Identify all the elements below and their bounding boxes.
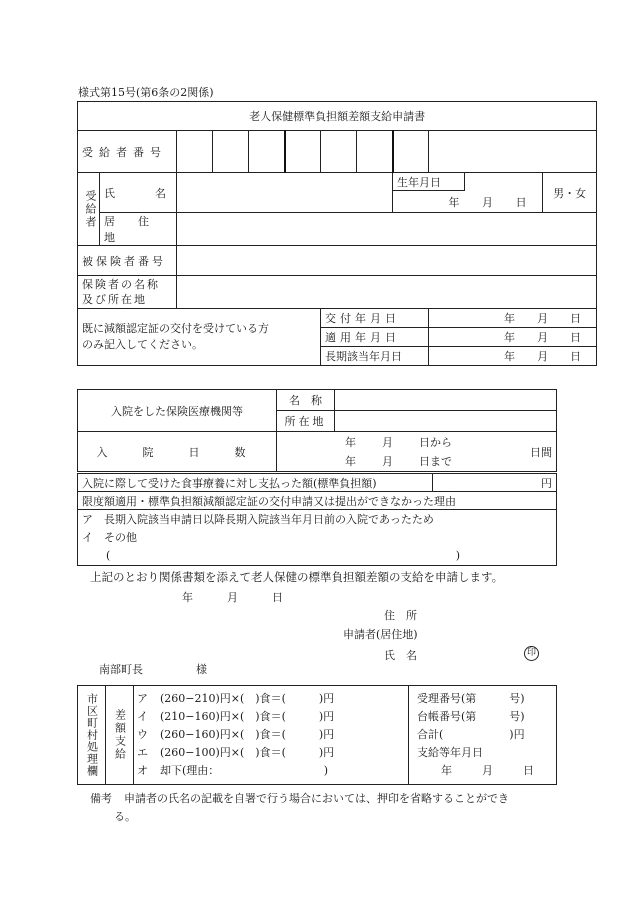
name-label: 氏 名 [100, 173, 177, 213]
insured-number-input[interactable] [177, 246, 597, 276]
sex-select[interactable]: 男・女 [543, 173, 597, 213]
birthdate-input[interactable]: 年 月 日 [393, 191, 543, 213]
hospital-days-input[interactable]: 年 月 日から 年 月 日まで 日間 [277, 432, 557, 472]
issue-date-label: 交付年月日 [321, 309, 429, 328]
footnote-text: 申請者の氏名の記載を自署で行う場合においては、押印を省略することができ [124, 792, 509, 805]
application-date[interactable]: 年 月 日 [182, 591, 283, 604]
applicant-name-label: 氏 名 [384, 649, 417, 662]
recipient-number-box[interactable] [213, 131, 249, 173]
institution-name-label: 名 称 [277, 390, 335, 411]
form-number: 様式第15号(第6条の2関係) [78, 86, 214, 99]
recipient-number-box[interactable] [321, 131, 357, 173]
recipient-number-box[interactable] [177, 131, 213, 173]
seal-mark: 印 [524, 646, 539, 661]
recipient-number-box[interactable] [249, 131, 285, 173]
birthdate-label: 生年月日 [393, 173, 465, 191]
payment-rows [134, 686, 409, 785]
payment-date-label: 支給等年月日 [417, 746, 483, 759]
hospital-table [77, 389, 557, 472]
declaration-text: 上記のとおり関係書類を添えて老人保健の標準負担額差額の支給を申請します。 [90, 570, 504, 584]
office-right-panel [409, 686, 557, 785]
payment-label: 差額支給 [106, 686, 134, 785]
recipient-side-label: 受給者 [78, 173, 100, 246]
address-label: 居 住 地 [100, 213, 177, 246]
reason-heading: 限度額適用・標準負担額減額認定証の交付申請又は提出ができなかった理由 [78, 492, 557, 510]
footnote [90, 790, 509, 806]
apply-date-input[interactable]: 年 月 日 [429, 328, 597, 347]
applicant-address-label: 住 所 [384, 609, 417, 622]
institution-address-input[interactable] [335, 411, 557, 432]
payment-row-e[interactable]: エ (260−100)円×( )食＝( )円 [137, 746, 335, 759]
institution-name-input[interactable] [335, 390, 557, 411]
meal-table [77, 473, 557, 566]
issue-date-input[interactable]: 年 月 日 [429, 309, 597, 328]
applicant-label: 申請者(居住地) [343, 628, 418, 641]
footnote-label: 備考 [90, 792, 112, 805]
recipient-number-box[interactable] [285, 131, 321, 173]
office-use-table [77, 685, 557, 785]
office-use-label: 市区町村処理欄 [78, 686, 106, 785]
institution-label: 入院をした保険医療機関等 [78, 390, 277, 432]
birthdate-spacer [465, 173, 543, 191]
recipient-number-label: 受給者番号 [78, 131, 177, 173]
meal-paid-input[interactable]: 円 [433, 474, 557, 492]
payment-row-i[interactable]: イ (210−160)円×( )食＝( )円 [137, 710, 335, 723]
institution-address-label: 所在地 [277, 411, 335, 432]
longterm-date-label: 長期該当年月日 [321, 347, 429, 366]
ledger-number[interactable]: 台帳番号(第 号) [417, 710, 525, 723]
insurer-label: 保険者の名称 及び所在地 [78, 276, 177, 309]
hospital-days-label: 入 院 日 数 [78, 432, 277, 472]
reason-options[interactable]: ア 長期入院該当申請日以降長期入院該当年月日前の入院であったため イ その他 ( ) [78, 510, 557, 566]
addressee-honorific: 様 [196, 663, 207, 676]
reason-option-i[interactable]: イ その他 [82, 530, 137, 544]
apply-date-label: 適用年月日 [321, 328, 429, 347]
insured-number-label: 被保険者番号 [78, 246, 177, 276]
recipient-number-blank [429, 131, 597, 173]
reduction-note: 既に減額認定証の交付を受けている方 のみ記入してください。 [78, 309, 321, 366]
payment-row-u[interactable]: ウ (260−160)円×( )食＝( )円 [137, 728, 335, 741]
meal-paid-label: 入院に際して受けた食事療養に対し支払った額(標準負担額) [78, 474, 433, 492]
footnote-continued: る。 [114, 810, 136, 823]
payment-row-a[interactable]: ア (260−210)円×( )食＝( )円 [137, 692, 335, 705]
form-title: 老人保健標準負担額差額支給申請書 [78, 102, 597, 131]
receipt-number[interactable]: 受理番号(第 号) [417, 692, 525, 705]
days-unit: 日間 [530, 445, 552, 459]
recipient-number-box[interactable] [393, 131, 429, 173]
insurer-input[interactable] [177, 276, 597, 309]
name-input[interactable] [177, 173, 393, 213]
payment-row-o[interactable]: オ 却下(理由： ) [137, 764, 329, 777]
application-table-main [77, 101, 597, 366]
total-amount[interactable]: 合計( )円 [417, 728, 525, 741]
recipient-number-box[interactable] [357, 131, 393, 173]
addressee: 南部町長 [99, 663, 143, 676]
address-input[interactable] [177, 213, 597, 246]
reason-option-a[interactable]: ア 長期入院該当申請日以降長期入院該当年月日前の入院であったため [82, 512, 434, 526]
longterm-date-input[interactable]: 年 月 日 [429, 347, 597, 366]
payment-date-input[interactable]: 年 月 日 [441, 764, 534, 777]
